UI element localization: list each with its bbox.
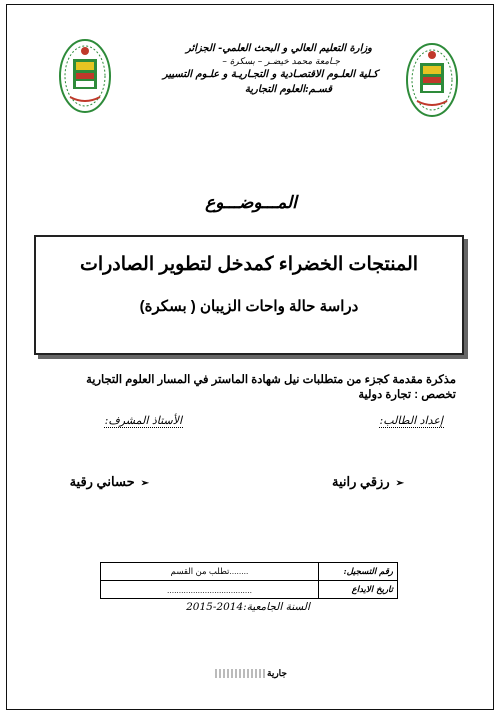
supervisor-name-text: حساني رقية xyxy=(69,474,135,489)
table-row xyxy=(101,581,398,599)
reg-number-value: ........تطلب من القسم xyxy=(101,563,319,581)
deposit-date-label: تاريخ الايداع xyxy=(319,581,398,599)
footer-fill xyxy=(215,669,265,678)
university-logo-left xyxy=(58,37,112,115)
faculty-name: كـلية العلـوم الاقتصـادية و التجـاريـة و علـوم التسيير xyxy=(162,69,378,80)
footer-text: جارية xyxy=(267,668,287,678)
thesis-subtitle: دراسة حالة واحات الزيبان ( بسكرة) xyxy=(139,298,359,315)
student-label xyxy=(379,414,445,427)
supervisor-label xyxy=(104,414,183,427)
registration-table xyxy=(100,562,398,599)
arrow-bullet-icon: ➢ xyxy=(395,478,404,489)
academic-year: السنة الجامعية:2014-2015 xyxy=(186,601,310,613)
supervisor-label-text: الأستاذ المشرف: xyxy=(104,414,182,427)
deposit-date-value: .................................... xyxy=(101,581,319,599)
subject-label: المـــوضـــوع xyxy=(205,193,297,213)
specialization: تخصص : تجارة دولية xyxy=(358,389,456,401)
reg-number-label: رقم التسجيل: xyxy=(319,563,398,581)
arrow-bullet-icon: ➢ xyxy=(140,478,149,489)
title-box xyxy=(34,235,464,355)
student-name-text: رزقي رانية xyxy=(331,474,390,489)
footer xyxy=(215,668,287,679)
supervisor-name xyxy=(70,474,149,490)
university-logo-right xyxy=(405,41,459,119)
ministry-name: وزارة التعليم العالي و البحث العلمي- الجزائر xyxy=(185,43,372,54)
thesis-title: المنتجات الخضراء كمدخل لتطوير الصادرات xyxy=(79,254,419,275)
student-label-text: إعداد الطالب: xyxy=(379,414,443,427)
university-name: جـامعة محمد خيضـر – بسكرة – xyxy=(222,57,340,67)
department-name: قسـم:العلوم التجارية xyxy=(244,84,332,95)
table-row xyxy=(101,563,398,581)
memo-description: مذكرة مقدمة كجزء من متطلبات نيل شهادة الماستر في المسار العلوم التجارية xyxy=(86,374,456,386)
student-name xyxy=(332,474,404,490)
